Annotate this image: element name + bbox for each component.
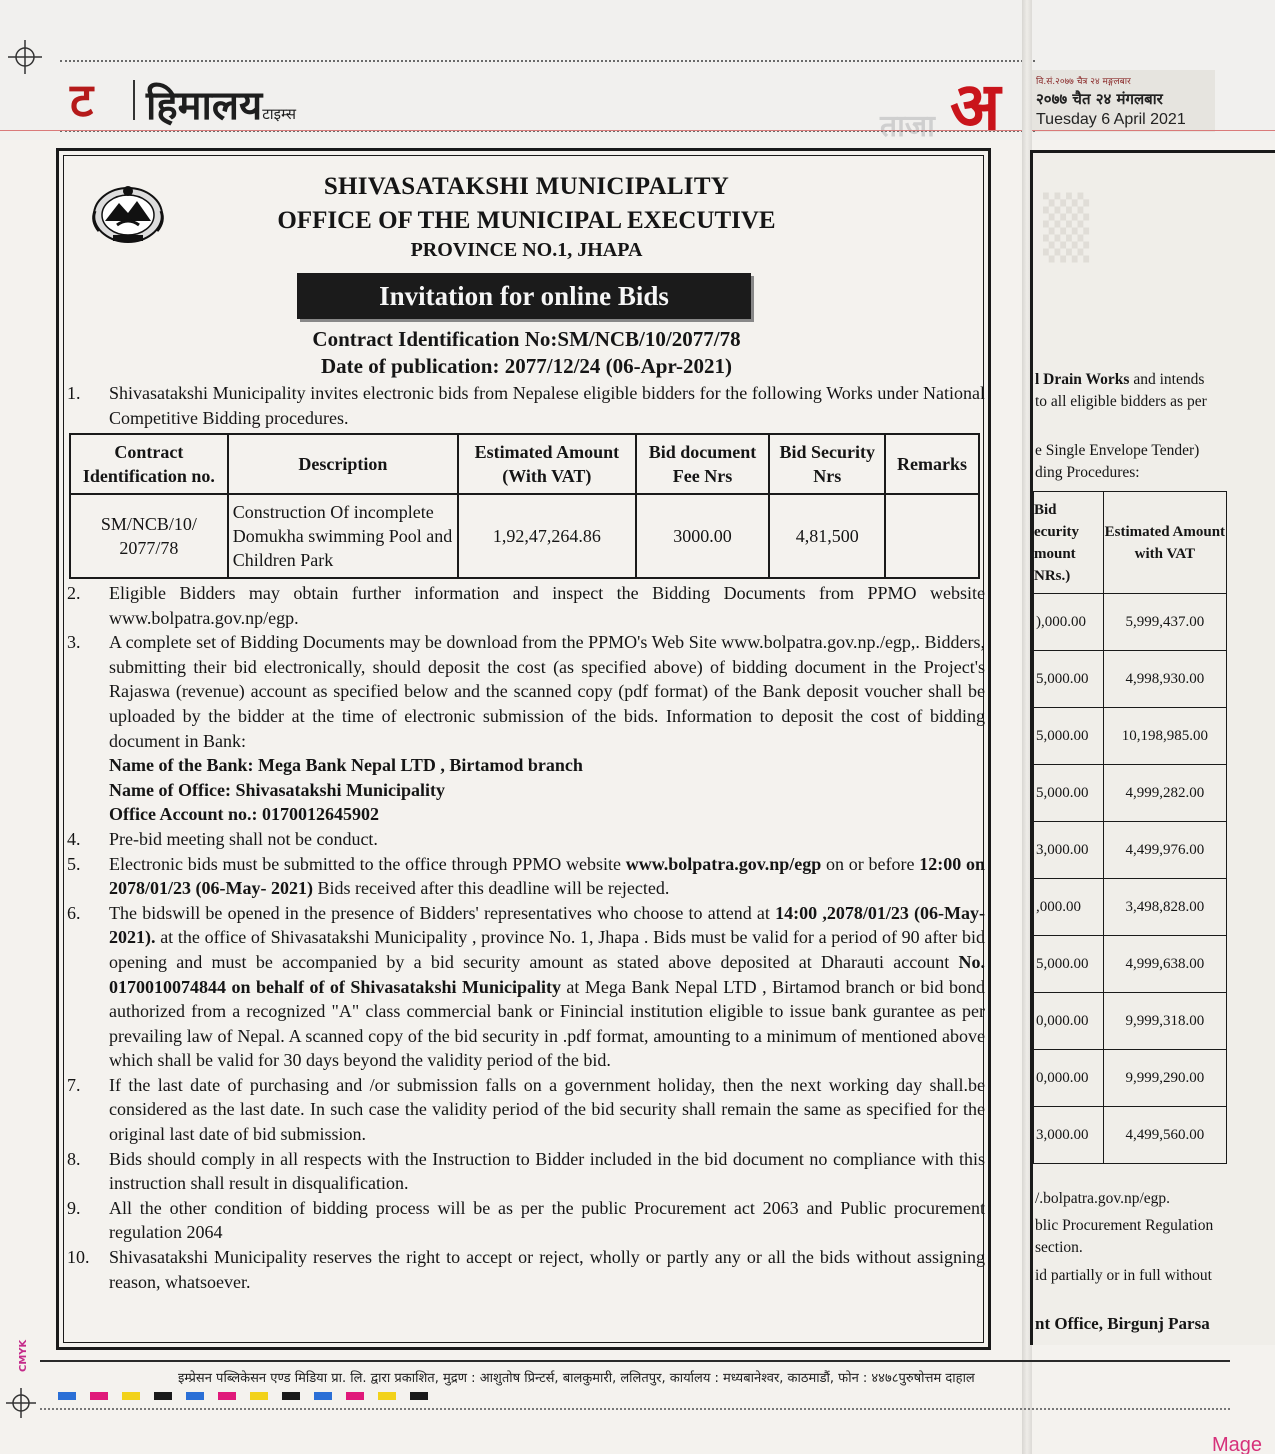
item-number: 4.	[67, 828, 81, 849]
color-swatch	[314, 1392, 332, 1400]
table-cell: 10,198,985.00	[1103, 708, 1226, 765]
registration-mark-icon	[8, 40, 42, 74]
fragment-office: nt Office, Birgunj Parsa	[1035, 1314, 1210, 1333]
fragment-header-row	[1034, 492, 1227, 594]
items-2-to-10	[67, 581, 985, 1294]
item-8	[67, 1147, 985, 1196]
newspaper-name-main: हिमालय	[146, 83, 263, 129]
item-text: Bids should comply in all respects with the Instruction to Bidder included in the bid document no compliance with this instruction shall result in disqualification.	[109, 1148, 985, 1194]
table-cell: 5,000.00	[1034, 936, 1104, 993]
fragment-line: section.	[1035, 1239, 1083, 1256]
item-5-content	[109, 852, 985, 901]
cmyk-label: CMYK	[18, 1339, 29, 1372]
table-cell: 5,000.00	[1034, 765, 1104, 822]
column-header: Description	[228, 434, 458, 494]
table-row	[1034, 765, 1227, 822]
table-cell: 5,000.00	[1034, 708, 1104, 765]
table-row	[1034, 879, 1227, 936]
item-text: at Mega Bank Nepal LTD , Birtamod branch or bid bond authorized from a recognized "A" class commercial bank or Finincial institution eligible to issue bank gurantee as per prevailing law of Nepal. A scanned copy of the bid security in .pdf format, amounting to a minimum of mentioned above which shall be valid for 30 days beyond the validity period of the bid.	[109, 976, 985, 1071]
office-name-line: Name of Office: Shivasatakshi Municipality	[109, 779, 445, 800]
table-cell: 4,499,560.00	[1103, 1107, 1226, 1164]
column-header: Estimated Amount with VAT	[1103, 492, 1226, 594]
adjacent-notice-fragment	[1030, 150, 1275, 1345]
table-row	[1034, 1107, 1227, 1164]
item-text: Eligible Bidders may obtain further information and inspect the Bidding Documents from PPMO website www.bolpatra.gov.np/egp.	[109, 583, 985, 628]
table-row	[1034, 594, 1227, 651]
table-cell: 4,499,976.00	[1103, 822, 1226, 879]
website-link: www.bolpatra.gov.np/egp	[625, 853, 822, 874]
color-swatch	[218, 1392, 236, 1400]
table-row	[70, 494, 979, 578]
table-cell: ),000.00	[1034, 594, 1104, 651]
table-cell	[885, 494, 979, 578]
item-6-content	[109, 901, 985, 1073]
color-swatch	[378, 1392, 396, 1400]
item-text: A complete set of Bidding Documents may be download from the PPMO's Web Site www.bolpatra.gov.np./egp,. Bidders, submitting their bid electronically, should deposit the cost (as specified above) of bidding document in the Project's Rajaswa (revenue) account as specified below and the scanned copy (pdf format) of the Bank deposit voucher shall be uploaded by the bidder at the time of electronic submission of the bids. Information to deposit the cost of bidding document in Bank:	[109, 632, 985, 751]
color-swatch	[346, 1392, 364, 1400]
item-text: Pre-bid meeting shall not be conduct.	[109, 828, 378, 849]
item-number: 7.	[67, 1074, 81, 1095]
fragment-table	[1033, 491, 1227, 1164]
item-text: If the last date of purchasing and /or submission falls on a government holiday, then the next working day shall.be considered as the last date. In such case the validity period of the bid security shall remain the same as specified for the original last date of bid submission.	[109, 1074, 985, 1145]
office-name: OFFICE OF THE MUNICIPAL EXECUTIVE	[277, 207, 776, 234]
table-row	[1034, 936, 1227, 993]
masthead-date-box	[1030, 70, 1215, 132]
publication-date-line: Date of publication: 2077/12/24 (06-Apr-2021)	[320, 354, 733, 378]
item-number: 6.	[67, 902, 81, 923]
table-cell: 9,999,290.00	[1103, 1050, 1226, 1107]
print-color-strip	[58, 1392, 1208, 1400]
masthead-top-rule	[60, 60, 1035, 62]
item-text: The bidswill be opened in the presence of Bidders' representatives who choose to attend at	[109, 902, 776, 923]
table-cell: 3,000.00	[1034, 1107, 1104, 1164]
color-swatch	[282, 1392, 300, 1400]
column-header: Estimated Amount (With VAT)	[458, 434, 636, 494]
table-row	[1034, 651, 1227, 708]
nepali-date: २०७७ चैत २४ मंगलबार	[1036, 90, 1163, 108]
color-swatch	[250, 1392, 268, 1400]
item-number: 3.	[67, 632, 81, 653]
item-5	[67, 852, 985, 901]
item-number: 9.	[67, 1197, 81, 1218]
fragment-line	[1035, 369, 1204, 390]
column-header: Bid ecurity mount NRs.)	[1034, 492, 1104, 594]
notice-banner: Invitation for online Bids	[297, 273, 751, 319]
column-header: Bid document Fee Nrs	[636, 434, 770, 494]
table-cell: 0,000.00	[1034, 1050, 1104, 1107]
table-cell: 5,999,437.00	[1103, 594, 1226, 651]
table-cell: 9,999,318.00	[1103, 993, 1226, 1050]
fragment-bold: l Drain Works	[1035, 371, 1130, 388]
color-swatch	[410, 1392, 428, 1400]
footer-imprint: इम्प्रेसन पब्लिकेसन एण्ड मिडिया प्रा. लि. द्वारा प्रकाशित, मुद्रण : आशुतोष प्रिन्टर्स, बालकुमारी, ललितपुर, कार्यालय : मध्यबानेश्वर, काठमाडौं, फोन : ४४७८पुरुषोत्तम दाहाल	[178, 1371, 975, 1386]
table-cell: ,000.00	[1034, 879, 1104, 936]
item-number: 10.	[67, 1247, 90, 1268]
municipality-name: SHIVASATAKSHI MUNICIPALITY	[323, 173, 730, 200]
newspaper-logo: ट	[70, 73, 94, 127]
dharauti-account: No. 0170010074844 on behalf of of Shivasatakshi Municipality	[109, 951, 985, 997]
item-7	[67, 1073, 985, 1147]
bank-name: Name of the Bank: Mega Bank Nepal LTD , Birtamod branch	[109, 755, 583, 776]
item-number: 2.	[67, 583, 81, 603]
item-text: Electronic bids must be submitted to the office through PPMO website	[109, 853, 626, 874]
opening-time: 14:00 ,2078/01/23 (06-May-2021).	[109, 902, 986, 948]
column-header: Remarks	[885, 434, 979, 494]
item-text: on or before	[821, 853, 920, 874]
province-line: PROVINCE NO.1, JHAPA	[410, 239, 643, 261]
bid-notice	[56, 148, 991, 1350]
deadline: 12:00 on 2078/01/23 (06-May- 2021)	[109, 853, 985, 899]
table-cell: 4,81,500	[769, 494, 885, 578]
table-row	[1034, 708, 1227, 765]
fragment-text: and intends	[1129, 371, 1205, 388]
table-row	[1034, 1050, 1227, 1107]
footer-rule	[40, 1360, 1230, 1362]
table-row	[1034, 993, 1227, 1050]
office-account-no: Office Account no.: 0170012645902	[109, 804, 379, 825]
item-number: 1.	[67, 383, 81, 403]
registration-mark-icon	[6, 1388, 36, 1418]
item-9	[67, 1196, 985, 1245]
table-row	[1034, 822, 1227, 879]
table-cell: 4,999,638.00	[1103, 936, 1226, 993]
fragment-line: e Single Envelope Tender)	[1035, 442, 1200, 459]
item-1	[67, 381, 985, 430]
table-cell: SM/NCB/10/ 2077/78	[70, 494, 228, 578]
fragment-line: ding Procedures:	[1035, 464, 1140, 481]
item-text: Shivasatakshi Municipality invites electronic bids from Nepalese eligible bidders for the following Works under National Competitive Bidding procedures.	[109, 383, 985, 428]
table-cell: 4,999,282.00	[1103, 765, 1226, 822]
item-text: Shivasatakshi Municipality reserves the right to accept or reject, wholly or partly any or all the bids without assigning reason, whatsoever.	[109, 1247, 985, 1292]
column-header: Contract Identification no.	[70, 434, 228, 494]
color-swatch	[58, 1392, 76, 1400]
item-text: Bids received after this deadline will be rejected.	[312, 878, 670, 899]
bid-table	[69, 433, 980, 579]
table-cell: 5,000.00	[1034, 651, 1104, 708]
table-cell: 4,998,930.00	[1103, 651, 1226, 708]
english-date: Tuesday 6 April 2021	[1036, 111, 1186, 128]
bid-table-header-row	[70, 434, 979, 494]
item-2	[67, 581, 985, 630]
newspaper-name-small: टाइम्स	[262, 105, 297, 123]
item-3-content	[109, 630, 985, 827]
color-swatch	[154, 1392, 172, 1400]
item-text: All the other condition of bidding process will be as per the public Procurement act 2063 and Public procurement regulation 2064	[109, 1197, 985, 1243]
item-6	[67, 901, 985, 1073]
masthead-red-line	[0, 130, 1275, 131]
masthead-faded-text: ताजा	[880, 109, 935, 144]
fragment-url: /.bolpatra.gov.np/egp.	[1035, 1190, 1171, 1207]
item-number: 5.	[67, 853, 81, 874]
newspaper-name	[146, 76, 296, 131]
faded-background-text: ▒	[1043, 193, 1090, 263]
table-cell: 1,92,47,264.86	[458, 494, 636, 578]
table-cell: 3,498,828.00	[1103, 879, 1226, 936]
footer-dotted-rule	[40, 1408, 1230, 1410]
newspaper-masthead	[0, 0, 1275, 145]
corner-text: Mage	[1212, 1434, 1263, 1454]
masthead-tiny-line: वि.सं.२०७७ चैत्र २४ मङ्गलबार	[1036, 77, 1131, 87]
masthead-separator	[133, 80, 135, 120]
item-4	[67, 827, 985, 852]
table-cell: 3,000.00	[1034, 822, 1104, 879]
color-swatch	[90, 1392, 108, 1400]
table-cell: 0,000.00	[1034, 993, 1104, 1050]
item-text: at the office of Shivasatakshi Municipality , province No. 1, Jhapa . Bids must be valid for a period of 90 after bid opening and must be accompanied by a bid security amount as stated above deposited at Dharauti account	[109, 927, 985, 972]
item-10	[67, 1245, 985, 1294]
item-3	[67, 630, 985, 827]
color-swatch	[122, 1392, 140, 1400]
fragment-line: id partially or in full without	[1035, 1267, 1212, 1284]
fragment-line: blic Procurement Regulation	[1035, 1217, 1214, 1234]
column-header: Bid Security Nrs	[769, 434, 885, 494]
table-cell: 3000.00	[636, 494, 770, 578]
contract-id-line: Contract Identification No:SM/NCB/10/2077/78	[312, 327, 741, 351]
table-cell: Construction Of incomplete Domukha swimming Pool and Children Park	[228, 494, 458, 578]
fragment-line: to all eligible bidders as per	[1035, 393, 1207, 410]
color-swatch	[186, 1392, 204, 1400]
item-number: 8.	[67, 1148, 81, 1169]
masthead-red-glyph: अ	[950, 68, 1001, 145]
